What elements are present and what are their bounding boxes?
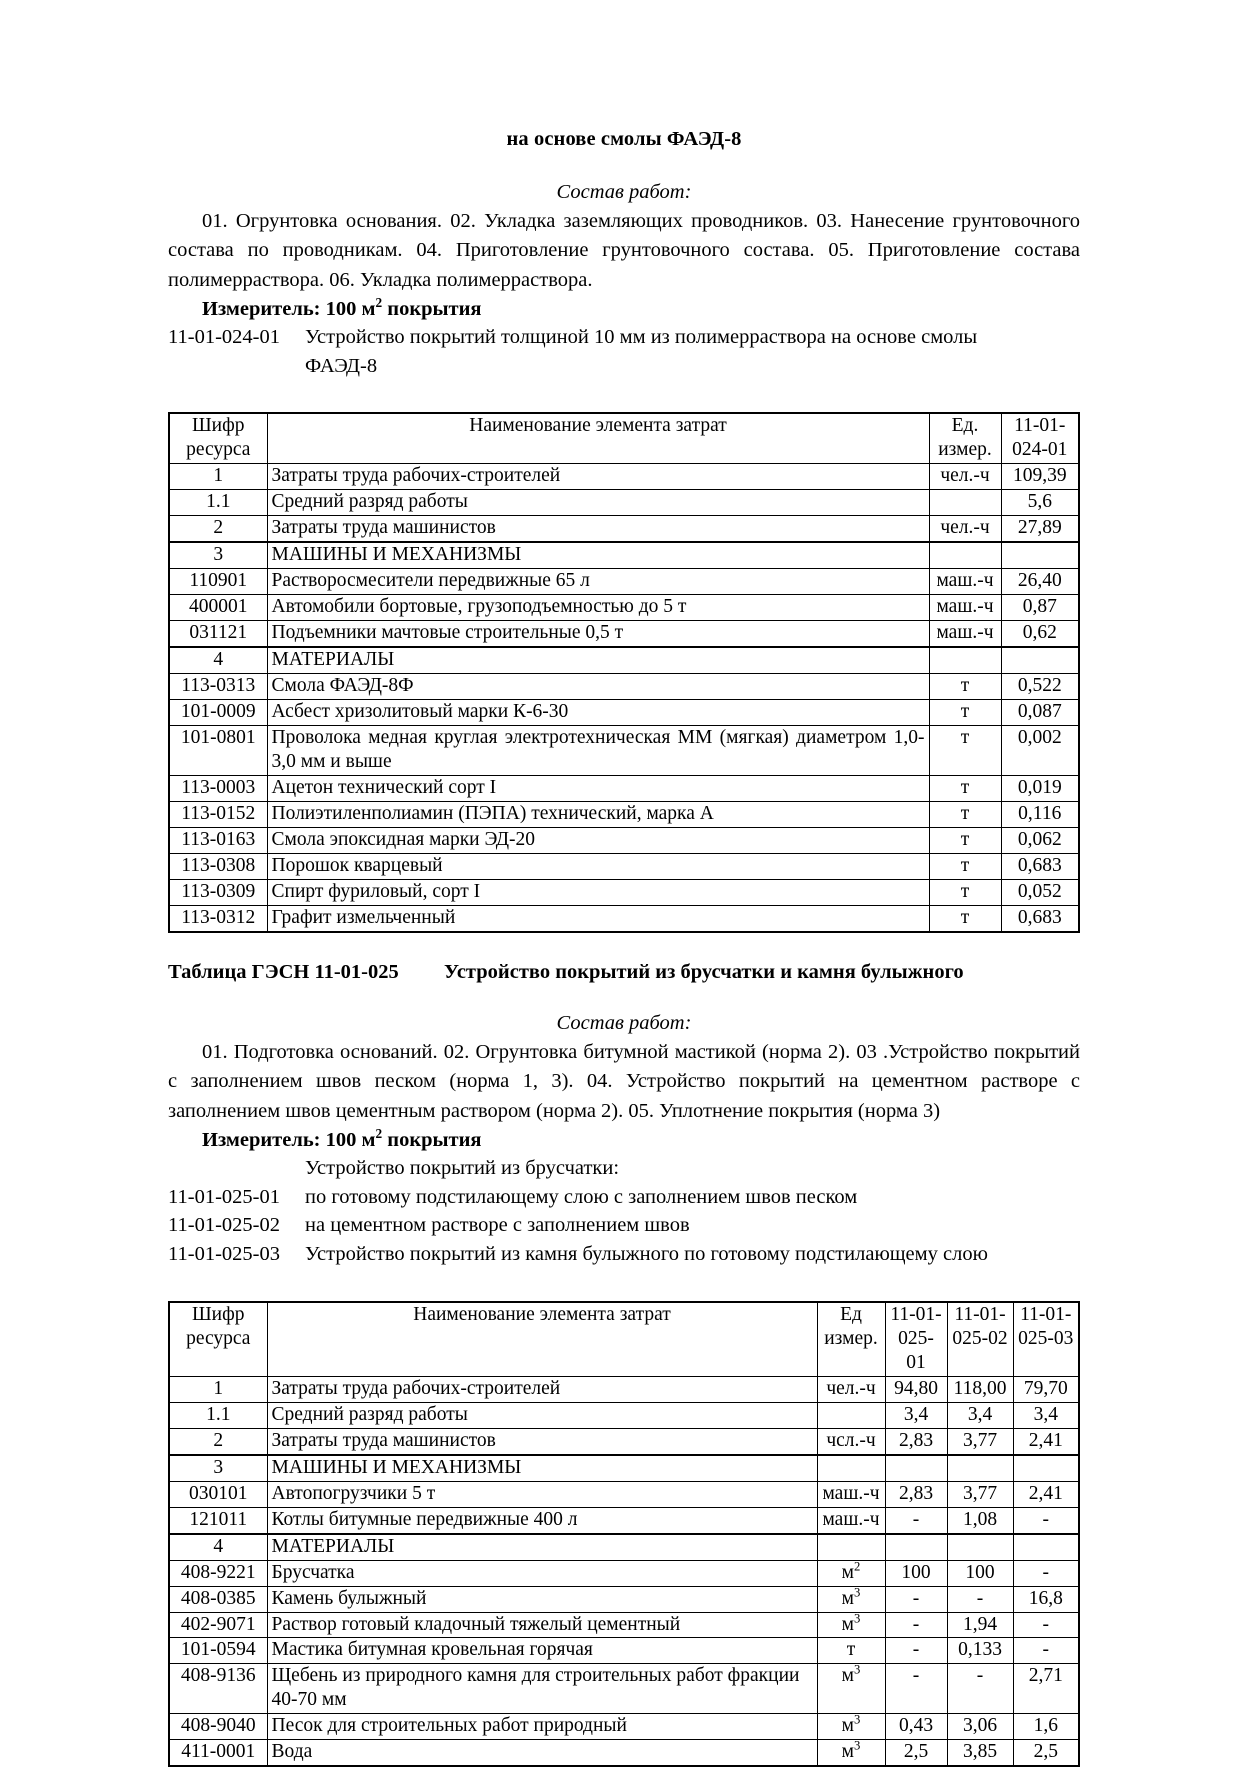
table-row	[169, 1402, 1079, 1428]
cell-unit: т	[929, 828, 1001, 854]
cell-resource-name: МАШИНЫ И МЕХАНИЗМЫ	[267, 1455, 817, 1481]
cell-resource-name: Средний разряд работы	[267, 490, 929, 516]
table-row	[169, 854, 1079, 880]
cell-value-1: 0,087	[1001, 700, 1079, 726]
cell-resource-name: Автопогрузчики 5 т	[267, 1481, 817, 1507]
cell-value-1: 0,052	[1001, 880, 1079, 906]
table-2-header-unit-l2: измер.	[824, 1327, 878, 1349]
cell-value-1: 94,80	[885, 1376, 947, 1402]
izmeritel-superscript-2: 2	[375, 1126, 383, 1142]
norm-line-1-s2	[168, 1183, 1080, 1212]
cell-resource-name: Затраты труда машинистов	[267, 516, 929, 542]
cell-value-3: -	[1013, 1612, 1079, 1638]
table-2-header-code	[169, 1302, 267, 1376]
cell-value-1: 0,683	[1001, 906, 1079, 932]
cell-unit: т	[929, 726, 1001, 776]
cell-resource-code: 1	[169, 464, 267, 490]
table-row	[169, 906, 1079, 932]
table-row	[169, 1586, 1079, 1612]
table-2-header-code-l1: Шифр	[192, 1303, 245, 1325]
cell-unit: маш.-ч	[929, 595, 1001, 621]
norm-line-2-s2	[168, 1211, 1080, 1240]
table-row	[169, 1455, 1079, 1481]
cell-unit: $м^3$	[817, 1586, 885, 1612]
cell-unit: маш.-ч	[929, 621, 1001, 647]
cell-value-1: -	[885, 1586, 947, 1612]
cell-resource-name: Порошок кварцевый	[267, 854, 929, 880]
cell-resource-code: 408-9136	[169, 1664, 267, 1714]
cell-value-1: 0,062	[1001, 828, 1079, 854]
intro-line-2: Устройство покрытий из брусчатки:	[305, 1156, 620, 1179]
table-2-head	[169, 1302, 1079, 1376]
cell-value-1: 3,4	[885, 1402, 947, 1428]
cell-resource-code: 113-0313	[169, 674, 267, 700]
cell-value-3: -	[1013, 1638, 1079, 1664]
cell-resource-code: 101-0801	[169, 726, 267, 776]
unit-superscript: 3	[854, 1662, 861, 1677]
cell-unit: $м^2$	[817, 1560, 885, 1586]
table-2-header-value-1	[885, 1302, 947, 1376]
izmeritel-superscript-1: 2	[375, 295, 383, 311]
cell-value-1: 0,683	[1001, 854, 1079, 880]
cell-value-3: -	[1013, 1507, 1079, 1533]
table-2-caption-title: Устройство покрытий из брусчатки и камня булыжного	[444, 961, 964, 983]
table-1-header-value-l1: 11-01-	[1014, 415, 1066, 437]
table-1-header-unit	[929, 413, 1001, 463]
cell-resource-name: Брусчатка	[267, 1560, 817, 1586]
cell-value-3: -	[1013, 1560, 1079, 1586]
table-1-header-code	[169, 413, 267, 463]
table-2-header-name: Наименование элемента затрат	[267, 1302, 817, 1376]
table-row	[169, 595, 1079, 621]
cell-value-1	[885, 1455, 947, 1481]
izmeritel-suffix-1: покрытия	[382, 297, 482, 320]
cell-unit	[817, 1455, 885, 1481]
cell-resource-code: 408-9040	[169, 1714, 267, 1740]
sostav-rabot-text-2: 01. Подготовка оснований. 02. Огрунтовка битумной мастикой (норма 2). 03 .Устройство покрытий с заполнением швов песком (норма 1, 3). 04. Устройство покрытий на цементном растворе с заполнением швов цементным раствором (норма 2). 05. Уплотнение покрытия (норма 3)	[168, 1041, 1080, 1122]
cell-resource-code: 113-0312	[169, 906, 267, 932]
table-row	[169, 1507, 1079, 1533]
cell-value-2: 3,4	[947, 1402, 1013, 1428]
cell-resource-code: 113-0308	[169, 854, 267, 880]
cell-value-2: -	[947, 1586, 1013, 1612]
table-row	[169, 726, 1079, 776]
table-row	[169, 1376, 1079, 1402]
cell-resource-name: Автомобили бортовые, грузоподъемностью до 5 т	[267, 595, 929, 621]
cell-value-2: 1,94	[947, 1612, 1013, 1638]
cell-resource-code: 110901	[169, 569, 267, 595]
cell-value-3: 3,4	[1013, 1402, 1079, 1428]
table-2-header-row	[169, 1302, 1079, 1376]
cell-value-2: 3,85	[947, 1740, 1013, 1766]
cell-resource-name: Вода	[267, 1740, 817, 1766]
cell-resource-code: 101-0594	[169, 1638, 267, 1664]
cell-value-1: 2,83	[885, 1481, 947, 1507]
norm-code: 11-01-025-02	[168, 1214, 280, 1237]
table-row	[169, 542, 1079, 568]
cell-value-1: 2,5	[885, 1740, 947, 1766]
table-row	[169, 621, 1079, 647]
cell-unit: $м^3$	[817, 1664, 885, 1714]
cell-value-1: 0,43	[885, 1714, 947, 1740]
cell-value-1: -	[885, 1664, 947, 1714]
cell-value-1: 0,116	[1001, 802, 1079, 828]
norm-text: на цементном растворе с заполнением швов	[305, 1214, 690, 1237]
cell-value-1: 0,87	[1001, 595, 1079, 621]
cell-value-3	[1013, 1534, 1079, 1560]
cell-resource-code: 121011	[169, 1507, 267, 1533]
cell-resource-code: 411-0001	[169, 1740, 267, 1766]
table-2-header-value-2	[947, 1302, 1013, 1376]
norm-list-2	[168, 1183, 1080, 1269]
cell-resource-name: Растворосмесители передвижные 65 л	[267, 569, 929, 595]
cell-value-1: 0,62	[1001, 621, 1079, 647]
sostav-rabot-heading-2: Состав работ:	[556, 1012, 692, 1034]
cell-unit: $м^3$	[817, 1612, 885, 1638]
table-1-header-unit-l1: Ед.	[951, 415, 979, 437]
norm-line-3-s2	[168, 1240, 1080, 1269]
cell-unit	[817, 1534, 885, 1560]
resource-table-1	[168, 412, 1080, 933]
cell-resource-code: 408-0385	[169, 1586, 267, 1612]
cell-unit: чел.-ч	[817, 1376, 885, 1402]
cell-resource-code: 113-0003	[169, 776, 267, 802]
cell-value-1	[1001, 647, 1079, 673]
table-row	[169, 1638, 1079, 1664]
norm-code: 11-01-025-01	[168, 1185, 280, 1208]
table-2-body	[169, 1376, 1079, 1766]
izmeritel-label-2: Измеритель: 100 м	[202, 1128, 376, 1151]
cell-value-1: 0,522	[1001, 674, 1079, 700]
izmeritel-line-2	[168, 1126, 1080, 1152]
cell-resource-name: Смола эпоксидная марки ЭД-20	[267, 828, 929, 854]
table-2-header-unit	[817, 1302, 885, 1376]
table-row	[169, 490, 1079, 516]
cell-resource-code: 2	[169, 516, 267, 542]
unit-superscript: 2	[854, 1559, 861, 1574]
cell-value-2: -	[947, 1664, 1013, 1714]
norm-text-1-cont: ФАЭД-8	[305, 354, 378, 377]
cell-resource-name: МАТЕРИАЛЫ	[267, 647, 929, 673]
table-2-spacer	[168, 1269, 1080, 1301]
cell-unit: т	[929, 776, 1001, 802]
cell-resource-name: Проволока медная круглая электротехническая ММ (мягкая) диаметром 1,0-3,0 мм и выше	[267, 726, 929, 776]
norm-line-1	[168, 323, 1080, 352]
cell-resource-name: Полиэтиленполиамин (ПЭПА) технический, марка А	[267, 802, 929, 828]
cell-value-2: 118,00	[947, 1376, 1013, 1402]
cell-value-2: 3,77	[947, 1481, 1013, 1507]
table-2-caption	[168, 961, 1080, 984]
cell-value-1: 2,83	[885, 1428, 947, 1454]
table-row	[169, 647, 1079, 673]
cell-unit: $м^3$	[817, 1714, 885, 1740]
sostav-rabot-text-1: 01. Огрунтовка основания. 02. Укладка заземляющих проводников. 03. Нанесение грунтовочного состава по проводникам. 04. Приготовление грунтовочного состава. 05. Приготовление состава полимерраствора. 06. Укладка полимерраствора.	[168, 210, 1080, 291]
cell-value-3: 1,6	[1013, 1714, 1079, 1740]
cell-resource-name: Ацетон технический сорт I	[267, 776, 929, 802]
cell-resource-code: 113-0152	[169, 802, 267, 828]
cell-value-1: 27,89	[1001, 516, 1079, 542]
table-1-head	[169, 413, 1079, 463]
cell-unit: чел.-ч	[929, 464, 1001, 490]
cell-value-2: 0,133	[947, 1638, 1013, 1664]
norm-text-1: Устройство покрытий толщиной 10 мм из полимерраствора на основе смолы	[305, 325, 978, 348]
cell-resource-code: 1	[169, 1376, 267, 1402]
unit-superscript: 3	[854, 1611, 861, 1625]
cell-unit	[929, 490, 1001, 516]
norm-text: по готовому подстилающему слою с заполнением швов песком	[305, 1185, 858, 1208]
cell-value-2	[947, 1534, 1013, 1560]
cell-value-1: 0,019	[1001, 776, 1079, 802]
cell-resource-name: Смола ФАЭД-8Ф	[267, 674, 929, 700]
cell-resource-code: 1.1	[169, 1402, 267, 1428]
izmeritel-label-1: Измеритель: 100 м	[202, 297, 376, 320]
table-row	[169, 828, 1079, 854]
table-1-header-name: Наименование элемента затрат	[267, 413, 929, 463]
cell-value-1: -	[885, 1507, 947, 1533]
unit-superscript: 3	[854, 1585, 861, 1600]
cell-resource-code: 101-0009	[169, 700, 267, 726]
cell-value-3	[1013, 1455, 1079, 1481]
cell-value-1	[885, 1534, 947, 1560]
cell-value-1: -	[885, 1612, 947, 1638]
cell-resource-code: 3	[169, 1455, 267, 1481]
cell-resource-code: 408-9221	[169, 1560, 267, 1586]
cell-unit: чел.-ч	[929, 516, 1001, 542]
cell-unit	[929, 647, 1001, 673]
cell-value-3: 2,5	[1013, 1740, 1079, 1766]
cell-resource-code: 1.1	[169, 490, 267, 516]
table-row	[169, 880, 1079, 906]
cell-unit: т	[929, 802, 1001, 828]
cell-value-1: -	[885, 1638, 947, 1664]
cell-value-3: 16,8	[1013, 1586, 1079, 1612]
norm-code-1: 11-01-024-01	[168, 325, 280, 348]
cell-unit: маш.-ч	[817, 1507, 885, 1533]
table-1-body	[169, 464, 1079, 932]
table-row	[169, 1560, 1079, 1586]
table-2-header-value-3-l1: 11-01-	[1020, 1303, 1072, 1325]
cell-unit	[929, 542, 1001, 568]
cell-value-1: 5,6	[1001, 490, 1079, 516]
cell-resource-name: Подъемники мачтовые строительные 0,5 т	[267, 621, 929, 647]
izmeritel-line-1	[168, 295, 1080, 321]
table-2-header-value-2-l2: 025-02	[952, 1327, 1008, 1349]
cell-value-2: 1,08	[947, 1507, 1013, 1533]
cell-unit: чсл.-ч	[817, 1428, 885, 1454]
sostav-rabot-heading-1: Состав работ:	[556, 181, 692, 203]
cell-unit: т	[929, 700, 1001, 726]
cell-value-2: 3,77	[947, 1428, 1013, 1454]
cell-value-1: 100	[885, 1560, 947, 1586]
resource-table-2	[168, 1301, 1080, 1767]
cell-resource-name: Затраты труда машинистов	[267, 1428, 817, 1454]
cell-value-3: 2,71	[1013, 1664, 1079, 1714]
table-2-header-unit-l1: Ед	[840, 1303, 862, 1325]
cell-value-2: 100	[947, 1560, 1013, 1586]
cell-unit: $м^3$	[817, 1740, 885, 1766]
table-row	[169, 1612, 1079, 1638]
table-row	[169, 1714, 1079, 1740]
cell-value-3: 79,70	[1013, 1376, 1079, 1402]
cell-value-2: 3,06	[947, 1714, 1013, 1740]
table-1-header-code-l2: ресурса	[186, 439, 251, 461]
cell-value-3: 2,41	[1013, 1481, 1079, 1507]
table-1-header-value-l2: 024-01	[1012, 439, 1068, 461]
cell-resource-name: Щебень из природного камня для строительных работ фракции 40-70 мм	[267, 1664, 817, 1714]
norm-code: 11-01-025-03	[168, 1243, 280, 1265]
cell-value-1: 109,39	[1001, 464, 1079, 490]
cell-unit	[817, 1402, 885, 1428]
cell-resource-code: 2	[169, 1428, 267, 1454]
table-row	[169, 1428, 1079, 1454]
cell-resource-name: Камень булыжный	[267, 1586, 817, 1612]
cell-resource-code: 4	[169, 1534, 267, 1560]
table-row	[169, 516, 1079, 542]
table-row	[169, 1481, 1079, 1507]
norm-text: Устройство покрытий из камня булыжного по готовому подстилающему слою	[305, 1243, 988, 1265]
cell-resource-code: 4	[169, 647, 267, 673]
table-row	[169, 802, 1079, 828]
izmeritel-suffix-2: покрытия	[382, 1128, 482, 1151]
table-1-header-value	[1001, 413, 1079, 463]
table-row	[169, 1740, 1079, 1766]
table-2-header-value-2-l1: 11-01-	[954, 1303, 1006, 1325]
cell-resource-code: 113-0309	[169, 880, 267, 906]
table-row	[169, 1534, 1079, 1560]
table-1-spacer	[168, 380, 1080, 412]
table-1-header-unit-l2: измер.	[938, 439, 992, 461]
cell-unit: маш.-ч	[929, 569, 1001, 595]
cell-unit: т	[929, 906, 1001, 932]
cell-resource-name: Затраты труда рабочих-строителей	[267, 464, 929, 490]
cell-unit: т	[929, 880, 1001, 906]
table-2-header-value-3-l2: 025-03	[1018, 1327, 1074, 1349]
cell-value-1: 26,40	[1001, 569, 1079, 595]
cell-unit: маш.-ч	[817, 1481, 885, 1507]
cell-resource-code: 030101	[169, 1481, 267, 1507]
cell-value-1: 0,002	[1001, 726, 1079, 776]
page-title: на основе смолы ФАЭД-8	[506, 128, 742, 150]
cell-resource-code: 113-0163	[169, 828, 267, 854]
cell-value-2	[947, 1455, 1013, 1481]
unit-superscript: 3	[854, 1738, 861, 1753]
cell-resource-name: Средний разряд работы	[267, 1402, 817, 1428]
table-2-header-code-l2: ресурса	[186, 1327, 251, 1349]
cell-resource-name: Мастика битумная кровельная горячая	[267, 1638, 817, 1664]
cell-unit: т	[929, 854, 1001, 880]
cell-unit: т	[929, 674, 1001, 700]
cell-resource-code: 3	[169, 542, 267, 568]
cell-value-1	[1001, 542, 1079, 568]
cell-value-3: 2,41	[1013, 1428, 1079, 1454]
table-2-header-value-1-l1: 11-01-	[890, 1303, 942, 1325]
table-row	[169, 464, 1079, 490]
cell-resource-code: 031121	[169, 621, 267, 647]
cell-resource-name: МАШИНЫ И МЕХАНИЗМЫ	[267, 542, 929, 568]
table-1-header-code-l1: Шифр	[192, 415, 245, 437]
cell-resource-name: Спирт фуриловый, сорт I	[267, 880, 929, 906]
unit-superscript: 3	[854, 1712, 861, 1727]
table-row	[169, 1664, 1079, 1714]
cell-resource-name: Песок для строительных работ природный	[267, 1714, 817, 1740]
table-1-header-row	[169, 413, 1079, 463]
table-row	[169, 569, 1079, 595]
table-row	[169, 674, 1079, 700]
cell-resource-name: Асбест хризолитовый марки К-6-30	[267, 700, 929, 726]
cell-resource-name: МАТЕРИАЛЫ	[267, 1534, 817, 1560]
cell-resource-name: Графит измельченный	[267, 906, 929, 932]
table-2-header-value-1-l2: 025-01	[898, 1327, 934, 1373]
cell-resource-name: Раствор готовый кладочный тяжелый цементный	[267, 1612, 817, 1638]
cell-resource-name: Котлы битумные передвижные 400 л	[267, 1507, 817, 1533]
cell-resource-code: 400001	[169, 595, 267, 621]
cell-resource-code: 402-9071	[169, 1612, 267, 1638]
table-2-caption-code: Таблица ГЭСН 11-01-025	[168, 961, 399, 983]
cell-unit: т	[817, 1638, 885, 1664]
caption-spacer	[168, 984, 1080, 1012]
cell-resource-name: Затраты труда рабочих-строителей	[267, 1376, 817, 1402]
table-2-header-value-3	[1013, 1302, 1079, 1376]
table-row	[169, 776, 1079, 802]
table-row	[169, 700, 1079, 726]
